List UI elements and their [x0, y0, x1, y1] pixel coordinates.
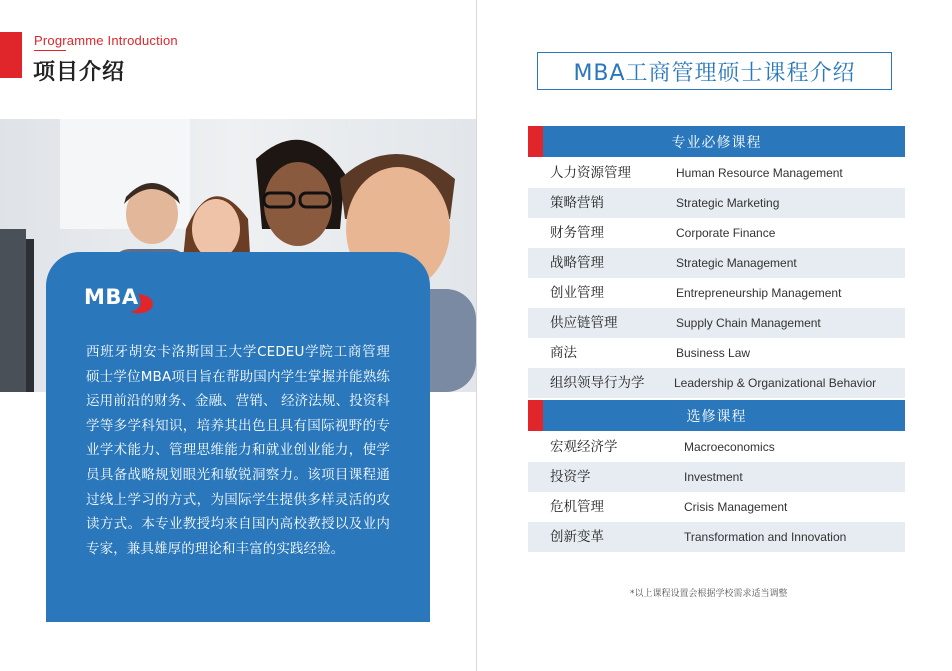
course-name-zh: 创业管理 — [550, 285, 604, 301]
course-row — [528, 492, 905, 522]
right-page — [477, 0, 952, 671]
course-row — [528, 338, 905, 368]
course-title: MBA工商管理硕士课程介绍 — [573, 60, 856, 86]
course-name-en: Entrepreneurship Management — [676, 286, 842, 300]
course-row — [528, 368, 905, 398]
red-stripe — [528, 126, 543, 157]
course-name-en: Transformation and Innovation — [684, 530, 847, 544]
course-row — [528, 308, 905, 338]
course-name-zh: 策略营销 — [550, 195, 604, 211]
course-name-en: Corporate Finance — [676, 226, 776, 240]
elective-courses-label: 选修课程 — [686, 408, 747, 425]
course-name-en: Investment — [684, 470, 743, 484]
red-stripe — [528, 400, 543, 431]
course-name-en: Macroeconomics — [684, 440, 775, 454]
course-name-zh: 危机管理 — [550, 499, 604, 515]
required-courses-header — [528, 126, 905, 157]
course-row — [528, 522, 905, 552]
red-tab-marker — [0, 32, 22, 78]
course-name-zh: 投资学 — [550, 469, 591, 485]
course-row — [528, 248, 905, 278]
elective-course-list — [528, 432, 905, 552]
course-name-en: Strategic Management — [676, 256, 797, 270]
course-name-en: Supply Chain Management — [676, 316, 821, 330]
course-row — [528, 432, 905, 462]
course-name-en: Leadership & Organizational Behavior — [674, 376, 877, 390]
course-name-zh: 人力资源管理 — [550, 165, 631, 181]
mba-logo: MBA — [84, 285, 139, 309]
course-name-en: Business Law — [676, 346, 751, 360]
course-name-zh: 商法 — [550, 345, 577, 361]
required-courses-label: 专业必修课程 — [671, 134, 762, 151]
section-kicker: Programme Introduction — [34, 33, 178, 48]
course-name-en: Strategic Marketing — [676, 196, 780, 210]
course-name-zh: 组织领导行为学 — [550, 375, 645, 391]
footnote: *以上课程设置会根据学校需求适当调整 — [630, 589, 788, 599]
course-row — [528, 158, 905, 188]
mba-intro-card — [46, 252, 430, 622]
course-name-zh: 战略管理 — [550, 255, 604, 271]
kicker-underline — [34, 50, 66, 51]
program-description: 西班牙胡安卡洛斯国王大学CEDEU学院工商管理硕士学位MBA项目旨在帮助国内学生掌握并能熟练运用前沿的财务、金融、营销、 经济法规、投资科学等多学科知识，培养其出色且具有国际视野的专业学术能力、管理思维能力和就业创业能力，使学员具备战略规划眼光和敏锐洞察力。该项目课程通过线上学习的方式，为国际学生提供多样灵活的攻读方式。本专业教授均来自国内高校教授以及业内专家，兼具雄厚的理论和丰富的实践经验。 — [86, 344, 390, 557]
course-name-zh: 财务管理 — [550, 225, 604, 241]
course-row — [528, 462, 905, 492]
course-name-zh: 供应链管理 — [550, 315, 618, 331]
section-title: 项目介绍 — [33, 60, 126, 85]
course-title-box — [537, 52, 892, 90]
course-name-zh: 创新变革 — [550, 529, 604, 545]
required-course-list — [528, 158, 905, 398]
course-row — [528, 188, 905, 218]
course-name-en: Crisis Management — [684, 500, 788, 514]
course-row — [528, 218, 905, 248]
elective-courses-header — [528, 400, 905, 431]
course-row — [528, 278, 905, 308]
course-name-en: Human Resource Management — [676, 166, 843, 180]
course-name-zh: 宏观经济学 — [550, 439, 618, 455]
